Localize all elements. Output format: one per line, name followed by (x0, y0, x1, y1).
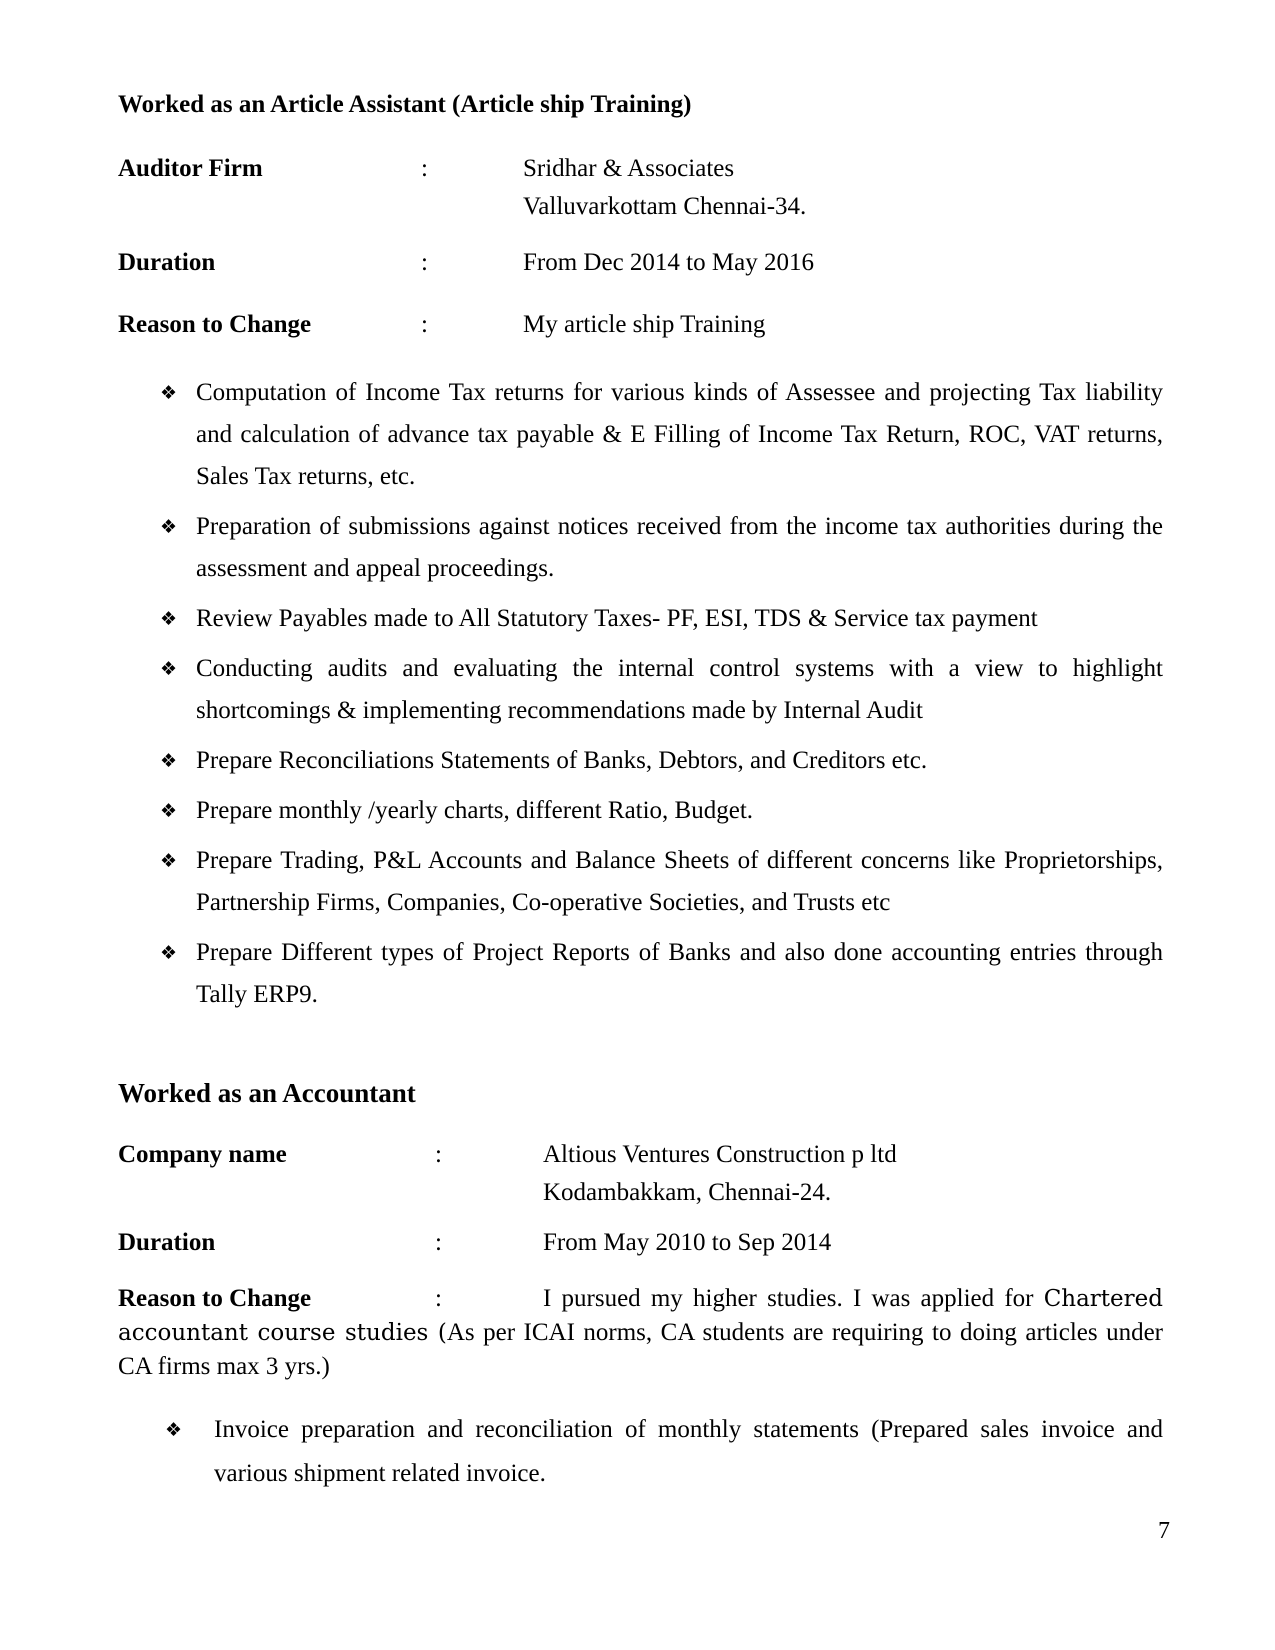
reason-text-alt-font: Chartered accountant course studies ( (118, 1286, 1163, 1346)
reason-text: As per ICAI norms, CA students are requiring to doing articles under CA firms max 3 yrs.) (118, 1319, 1163, 1380)
diamond-bullet-icon: ❖ (160, 382, 178, 404)
page-number: 7 (1158, 1518, 1170, 1544)
diamond-bullet-icon: ❖ (160, 942, 178, 964)
list-item (160, 648, 1163, 732)
field-label: Duration (118, 1229, 216, 1256)
list-item-text: Invoice preparation and reconciliation of monthly statements (Prepared sales invoice and various shipment related invoice. (214, 1416, 1163, 1487)
diamond-bullet-icon: ❖ (160, 658, 178, 680)
field-label: Duration (118, 249, 216, 276)
field-row-auditor-firm (118, 150, 1163, 226)
field-row-company-name (118, 1136, 1163, 1212)
diamond-bullet-icon: ❖ (160, 750, 178, 772)
list-item (160, 932, 1163, 1016)
diamond-bullet-icon: ❖ (160, 800, 178, 822)
field-label: Auditor Firm (118, 155, 263, 182)
field-row-duration (118, 244, 1163, 282)
field-colon: : (435, 1229, 442, 1256)
field-label: Reason to Change (118, 1285, 312, 1312)
reason-text: I pursued my higher studies. I was applied for (543, 1285, 1044, 1312)
article-bullet-list (118, 372, 1163, 1016)
diamond-bullet-icon: ❖ (160, 516, 178, 538)
list-item-text: Prepare Reconciliations Statements of Banks, Debtors, and Creditors etc. (196, 747, 928, 774)
field-value-line: Altious Ventures Construction p ltd (543, 1141, 897, 1168)
field-value: From Dec 2014 to May 2016 (523, 249, 814, 276)
field-value-line: Kodambakkam, Chennai-24. (543, 1179, 832, 1206)
diamond-bullet-icon: ❖ (160, 850, 178, 872)
field-row-reason-to-change (118, 306, 1163, 344)
field-colon: : (421, 249, 428, 276)
list-item (160, 506, 1163, 590)
list-item (160, 598, 1163, 640)
field-colon: : (435, 1141, 442, 1168)
field-value-line: Valluvarkottam Chennai-34. (523, 193, 807, 220)
field-value (523, 150, 1163, 226)
field-colon: : (421, 311, 428, 338)
accountant-section-title: Worked as an Accountant (118, 1078, 416, 1108)
diamond-bullet-icon: ❖ (160, 608, 178, 630)
list-item-text: Prepare Different types of Project Reports of Banks and also done accounting entries through Tally ERP9. (196, 939, 1163, 1008)
field-label: Company name (118, 1141, 287, 1168)
list-item-text: Review Payables made to All Statutory Taxes- PF, ESI, TDS & Service tax payment (196, 605, 1038, 632)
list-item (165, 1408, 1163, 1496)
field-value (543, 1136, 1163, 1212)
field-value: My article ship Training (523, 311, 766, 338)
list-item (160, 372, 1163, 498)
list-item-text: Prepare Trading, P&L Accounts and Balance Sheets of different concerns like Proprietorships, Partnership Firms, Companies, Co-operative Societies, and Trusts etc (196, 847, 1163, 916)
list-item (160, 790, 1163, 832)
reason-to-change-paragraph (118, 1282, 1163, 1384)
field-value-line: Sridhar & Associates (523, 155, 735, 182)
list-item (160, 840, 1163, 924)
list-item-text: Computation of Income Tax returns for various kinds of Assessee and projecting Tax liability and calculation of advance tax payable & E Filling of Income Tax Return, ROC, VAT returns, Sales Tax returns, etc. (196, 379, 1163, 490)
field-colon: : (435, 1285, 442, 1312)
article-section-title: Worked as an Article Assistant (Article ship Training) (118, 91, 692, 118)
field-label: Reason to Change (118, 311, 312, 338)
list-item-text: Prepare monthly /yearly charts, different Ratio, Budget. (196, 797, 754, 824)
field-value: From May 2010 to Sep 2014 (543, 1229, 832, 1256)
list-item-text: Preparation of submissions against notices received from the income tax authorities during the assessment and appeal proceedings. (196, 513, 1163, 582)
field-row-duration-2 (118, 1224, 1163, 1262)
list-item (160, 740, 1163, 782)
list-item-text: Conducting audits and evaluating the internal control systems with a view to highlight shortcomings & implementing recommendations made by Internal Audit (196, 655, 1163, 724)
diamond-bullet-icon: ❖ (165, 1419, 183, 1441)
field-colon: : (421, 155, 428, 182)
